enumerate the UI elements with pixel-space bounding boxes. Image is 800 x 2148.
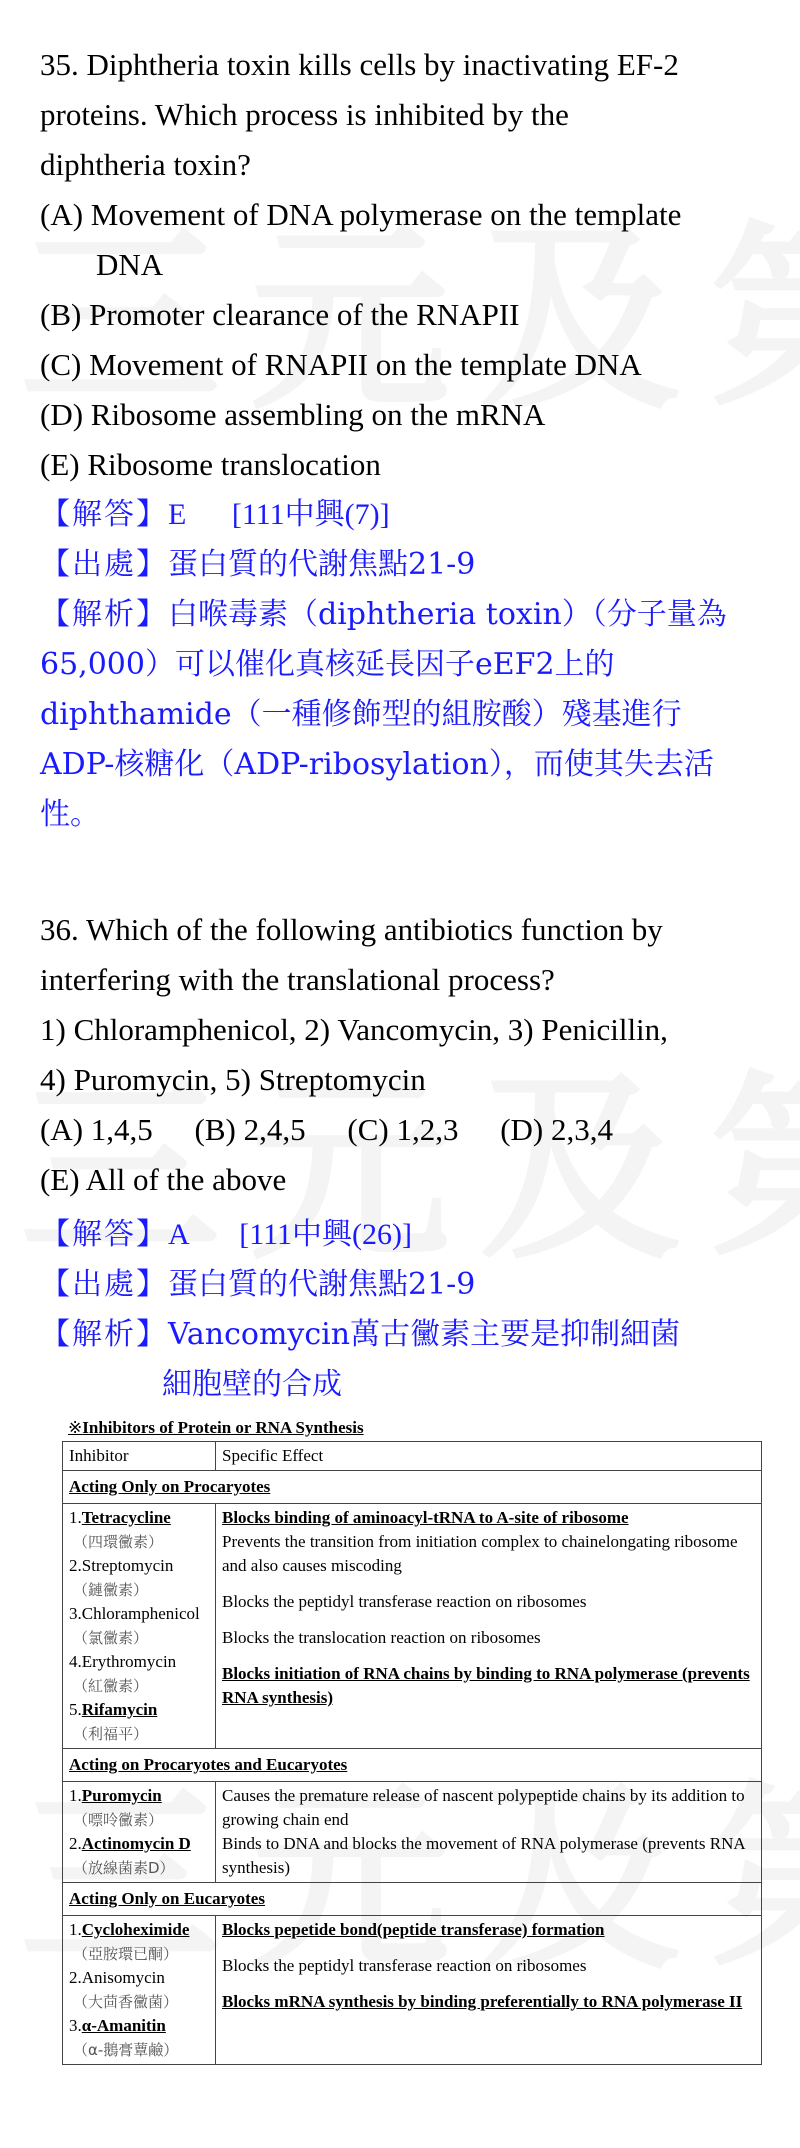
drug-cn-name: （四環黴素） xyxy=(73,1533,164,1551)
section-procaryotes: Acting Only on Procaryotes xyxy=(63,1471,762,1504)
effect-text: Causes the premature release of nascent polypeptide chains by its addition to growing chain end xyxy=(222,1786,745,1829)
drug-cn-name: （氯黴素） xyxy=(73,1629,149,1647)
analysis-text: ADP-核糖化（ADP-ribosylation），而使其失去活 xyxy=(40,747,714,782)
source-line xyxy=(40,1260,780,1310)
inhibitor-cell xyxy=(63,1916,216,2065)
analysis-tag: 【解析】 xyxy=(40,1317,168,1352)
answer-block-35 xyxy=(40,490,780,840)
analysis-line xyxy=(40,590,780,640)
effect-text: Binds to DNA and blocks the movement of RNA polymerase (prevents RNA synthesis) xyxy=(222,1834,745,1877)
analysis-text: 細胞壁的合成 xyxy=(162,1367,342,1402)
section-row xyxy=(63,1883,762,1916)
drug-chloramphenicol: 3.Chloramphenicol xyxy=(69,1604,200,1623)
answer-tag: 【解答】 xyxy=(40,1217,168,1252)
question-35 xyxy=(40,40,780,490)
option-c: (C) Movement of RNAPII on the template DNA xyxy=(40,347,642,382)
table-row xyxy=(63,1782,762,1883)
drug-cn-name: （鏈黴素） xyxy=(73,1581,149,1599)
answer-source: [111中興(26)] xyxy=(239,1218,412,1251)
table-caption-text: Inhibitors of Protein or RNA Synthesis xyxy=(82,1418,364,1437)
header-inhibitor: Inhibitor xyxy=(63,1442,216,1471)
option-d: (D) Ribosome assembling on the mRNA xyxy=(40,397,546,432)
analysis-text: 65,000）可以催化真核延長因子eEF2上的 xyxy=(40,647,615,682)
analysis-text: 性。 xyxy=(40,797,100,832)
option-d: (D) 2,3,4 xyxy=(500,1112,613,1147)
drug-alpha-amanitin: 3.α-Amanitin xyxy=(69,2016,166,2035)
question-36-stem-line: interfering with the translational process? xyxy=(40,962,555,997)
effect-text: Blocks initiation of RNA chains by binding to RNA polymerase (prevents RNA synthesis) xyxy=(222,1664,750,1707)
question-36-stem-line: 36. Which of the following antibiotics function by xyxy=(40,912,663,947)
effect-text: Blocks pepetide bond(peptide transferase) formation xyxy=(222,1920,605,1939)
drug-rifamycin: 5.Rifamycin xyxy=(69,1700,158,1719)
inhibitors-table xyxy=(62,1441,762,2065)
inhibitor-cell xyxy=(63,1782,216,1883)
drug-cycloheximide: 1.Cycloheximide xyxy=(69,1920,190,1939)
analysis-text: diphthamide（一種修飾型的組胺酸）殘基進行 xyxy=(40,697,682,732)
drug-anisomycin: 2.Anisomycin xyxy=(69,1968,165,1987)
answer-value: E xyxy=(168,498,187,531)
answer-value: A xyxy=(168,1218,190,1251)
source-tag: 【出處】 xyxy=(40,1267,168,1302)
question-36 xyxy=(40,905,780,1205)
effect-text: Blocks the peptidyl transferase reaction on ribosomes xyxy=(222,1956,587,1975)
drug-cn-name: （放線菌素D） xyxy=(73,1859,175,1877)
drug-streptomycin: 2.Streptomycin xyxy=(69,1556,174,1575)
drug-puromycin: 1.Puromycin xyxy=(69,1786,162,1805)
answer-line xyxy=(40,490,780,540)
analysis-line xyxy=(40,1310,780,1360)
section-row xyxy=(63,1749,762,1782)
header-specific-effect: Specific Effect xyxy=(216,1442,762,1471)
effect-text: Blocks binding of aminoacyl-tRNA to A-site of ribosome xyxy=(222,1508,629,1527)
inhibitor-cell xyxy=(63,1504,216,1749)
option-e: (E) All of the above xyxy=(40,1162,287,1197)
option-c: (C) 1,2,3 xyxy=(347,1112,459,1147)
answer-line xyxy=(40,1210,780,1260)
option-b: (B) Promoter clearance of the RNAPII xyxy=(40,297,520,332)
effect-text: Blocks mRNA synthesis by binding preferentially to RNA polymerase II xyxy=(222,1992,743,2011)
effect-text: Blocks the translocation reaction on ribosomes xyxy=(222,1628,541,1647)
option-b: (B) 2,4,5 xyxy=(194,1112,306,1147)
question-36-stem-line: 4) Puromycin, 5) Streptomycin xyxy=(40,1062,426,1097)
option-e: (E) Ribosome translocation xyxy=(40,447,381,482)
section-procaryotes-eucaryotes: Acting on Procaryotes and Eucaryotes xyxy=(63,1749,762,1782)
effect-cell xyxy=(216,1916,762,2065)
question-36-stem-line: 1) Chloramphenicol, 2) Vancomycin, 3) Penicillin, xyxy=(40,1012,668,1047)
drug-cn-name: （嘌呤黴素） xyxy=(73,1811,164,1829)
drug-tetracycline: 1.Tetracycline xyxy=(69,1508,171,1527)
effect-cell xyxy=(216,1504,762,1749)
option-a: (A) Movement of DNA polymerase on the template xyxy=(40,197,682,232)
section-eucaryotes: Acting Only on Eucaryotes xyxy=(63,1883,762,1916)
effect-text: Blocks the peptidyl transferase reaction on ribosomes xyxy=(222,1592,587,1611)
source-line xyxy=(40,540,780,590)
drug-cn-name: （利福平） xyxy=(73,1725,149,1743)
reference-mark: ※ xyxy=(68,1418,83,1437)
answer-source: [111中興(7)] xyxy=(231,498,390,531)
options-row xyxy=(40,1105,780,1155)
answer-block-36 xyxy=(40,1210,780,1410)
question-35-stem-line: diphtheria toxin? xyxy=(40,147,251,182)
answer-tag: 【解答】 xyxy=(40,497,168,532)
drug-cn-name: （α-鵝膏蕈鹼） xyxy=(73,2041,179,2059)
source-value: 蛋白質的代謝焦點21-9 xyxy=(168,1267,476,1302)
source-value: 蛋白質的代謝焦點21-9 xyxy=(168,547,476,582)
table-header-row xyxy=(63,1442,762,1471)
question-35-stem-line: 35. Diphtheria toxin kills cells by inactivating EF-2 xyxy=(40,47,679,82)
drug-cn-name: （亞胺環已酮） xyxy=(73,1945,179,1963)
source-tag: 【出處】 xyxy=(40,547,168,582)
analysis-text: 白喉毒素（diphtheria toxin）（分子量為 xyxy=(168,597,727,632)
drug-cn-name: （紅黴素） xyxy=(73,1677,149,1695)
inhibitors-table-block xyxy=(62,1418,762,2065)
effect-cell xyxy=(216,1782,762,1883)
option-a-continued: DNA xyxy=(96,247,164,282)
table-caption xyxy=(68,1418,762,1438)
question-35-stem-line: proteins. Which process is inhibited by the xyxy=(40,97,569,132)
drug-actinomycin-d: 2.Actinomycin D xyxy=(69,1834,191,1853)
drug-cn-name: （大茴香黴菌） xyxy=(73,1993,179,2011)
option-a: (A) 1,4,5 xyxy=(40,1112,153,1147)
analysis-tag: 【解析】 xyxy=(40,597,168,632)
drug-erythromycin: 4.Erythromycin xyxy=(69,1652,177,1671)
analysis-text: Vancomycin萬古黴素主要是抑制細菌 xyxy=(168,1317,681,1352)
table-row xyxy=(63,1916,762,2065)
effect-text: Prevents the transition from initiation complex to chainelongating ribosome and also causes miscoding xyxy=(222,1532,738,1575)
section-row xyxy=(63,1471,762,1504)
table-row xyxy=(63,1504,762,1749)
